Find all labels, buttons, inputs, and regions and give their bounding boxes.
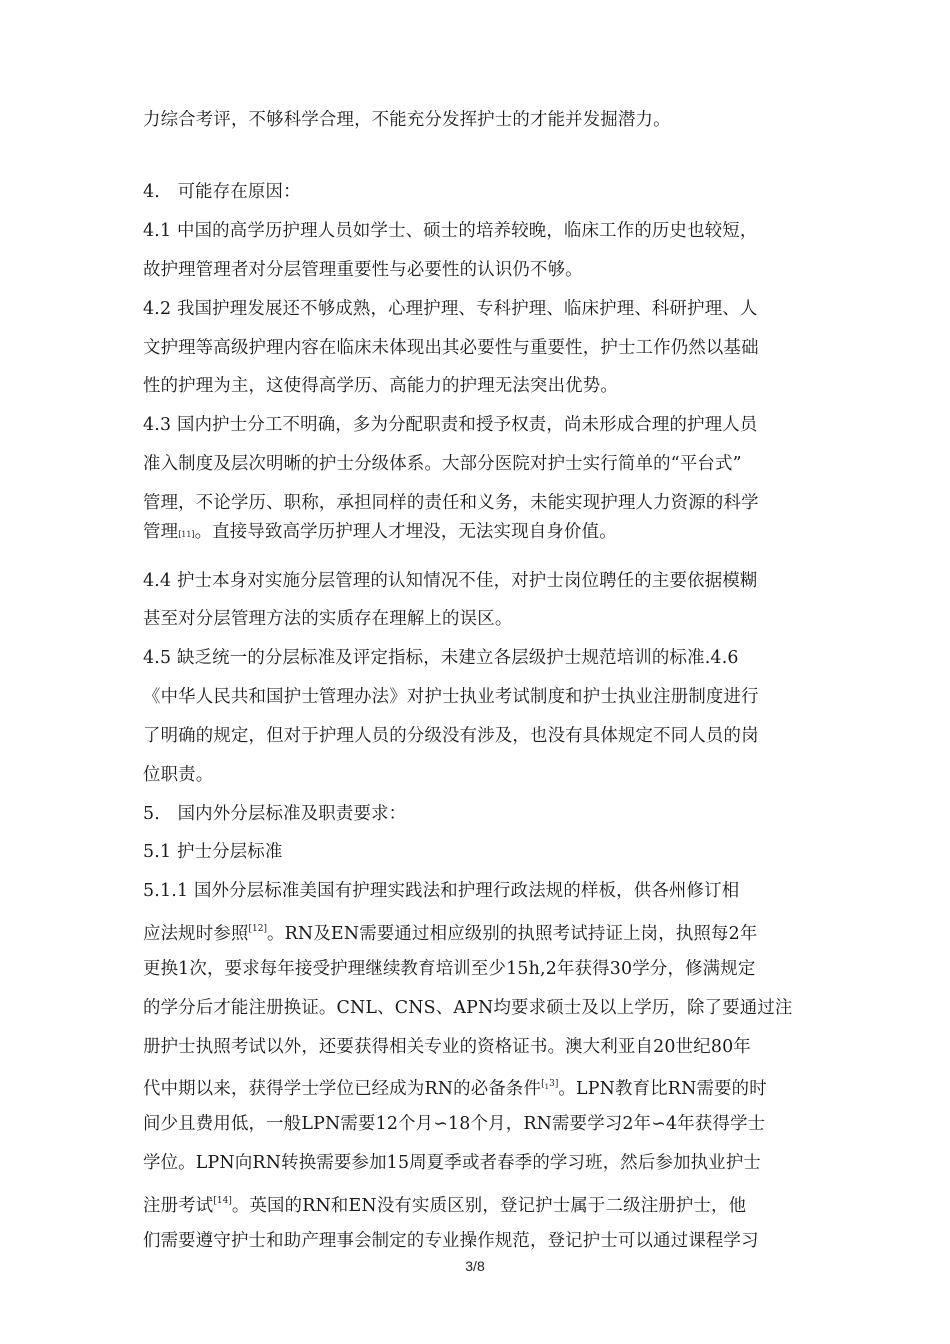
text-line: 管理，不论学历、职称，承担同样的责任和义务，未能实现护理人力资源的科学	[143, 493, 759, 513]
text-line: 学位。LPN向RN转换需要参加15周夏季或者春季的学习班，然后参加执业护士	[143, 1153, 762, 1173]
text-line: 4.3 国内护士分工不明确，多为分配职责和授予权责，尚未形成合理的护理人员	[143, 415, 758, 435]
text-line: 《中华人民共和国护士管理办法》对护士执业考试制度和护士执业注册制度进行	[143, 687, 759, 707]
text-line: 甚至对分层管理方法的实质存在理解上的误区。	[143, 609, 513, 629]
text-segment: 应法规时参照	[143, 923, 249, 944]
text-line: 5.1.1 国外分层标准美国有护理实践法和护理行政法规的样板，供各州修订相	[143, 881, 740, 901]
text-line: 4.5 缺乏统一的分层标准及评定指标，未建立各层级护士规范培训的标准.4.6	[143, 648, 739, 668]
text-line: 故护理管理者对分层管理重要性与必要性的认识仍不够。	[143, 260, 583, 280]
citation-ref-part: [	[541, 1079, 545, 1089]
text-segment: 。直接导致高学历护理人才埋没，无法实现自身价值。	[194, 522, 617, 542]
text-line: 性的护理为主，这使得高学历、高能力的护理无法突出优势。	[143, 376, 618, 396]
citation-ref-part: 3]	[549, 1079, 559, 1089]
citation-ref: [14]	[213, 1196, 232, 1206]
text-line: 文护理等高级护理内容在临床未体现出其必要性与重要性，护士工作仍然以基础	[143, 338, 759, 358]
text-line: 册护士执照考试以外，还要获得相关专业的资格证书。澳大利亚自20世纪80年	[143, 1037, 751, 1057]
text-line-with-citation	[143, 918, 758, 946]
text-line: 4.4 护士本身对实施分层管理的认知情况不佳，对护士岗位聘任的主要依据模糊	[143, 571, 758, 591]
text-segment: 。英国的RN和EN没有实质区别，登记护士属于二级注册护士，他	[231, 1195, 747, 1216]
text-line: 力综合考评，不够科学合理，不能充分发挥护士的才能并发掘潜力。	[143, 110, 671, 130]
subsection-heading: 5.1 护士分层标准	[143, 842, 283, 862]
text-line: 位职责。	[143, 765, 214, 785]
text-segment: 注册考试	[143, 1195, 214, 1216]
text-line: 的学分后才能注册换证。CNL、CNS、APN均要求硕士及以上学历，除了要通过注	[143, 998, 793, 1018]
citation-ref	[541, 1079, 558, 1089]
text-line-with-citation	[143, 1190, 746, 1218]
text-segment: 管理	[143, 522, 179, 542]
citation-ref-part: 1	[544, 1082, 550, 1091]
text-line: 们需要遵守护士和助产理事会制定的专业操作规范，登记护士可以通过课程学习	[143, 1231, 759, 1251]
text-line: 了明确的规定，但对于护理人员的分级没有涉及，也没有具体规定不同人员的岗	[143, 726, 759, 746]
section-heading: 4. 可能存在原因：	[143, 182, 301, 202]
text-line: 4.1 中国的高学历护理人员如学士、硕士的培养较晚，临床工作的历史也较短，	[143, 221, 758, 241]
text-line: 4.2 我国护理发展还不够成熟，心理护理、专科护理、临床护理、科研护理、人	[143, 299, 758, 319]
text-segment: 。RN及EN需要通过相应级别的执照考试持证上岗，执照每2年	[267, 923, 758, 944]
text-line: 间少且费用低，一般LPN需要12个月∽18个月，RN需要学习2年∽4年获得学士	[143, 1114, 766, 1134]
text-segment: 代中期以来，获得学士学位已经成为RN的必备条件	[143, 1078, 542, 1099]
citation-ref: [11]	[178, 530, 195, 539]
section-heading: 5. 国内外分层标准及职责要求：	[143, 804, 407, 824]
citation-ref: [12]	[248, 924, 268, 934]
text-line: 更换1次，要求每年接受护理继续教育培训至少15h,2年获得30学分，修满规定	[143, 959, 756, 979]
page-number: 3/8	[465, 1258, 485, 1274]
text-line: 准入制度及层次明晰的护士分级体系。大部分医院对护士实行简单的“平台式”	[143, 454, 742, 474]
text-line-with-citation	[143, 1073, 767, 1101]
text-segment: 。LPN教育比RN需要的时	[558, 1078, 767, 1099]
text-line-with-citation	[143, 520, 617, 547]
